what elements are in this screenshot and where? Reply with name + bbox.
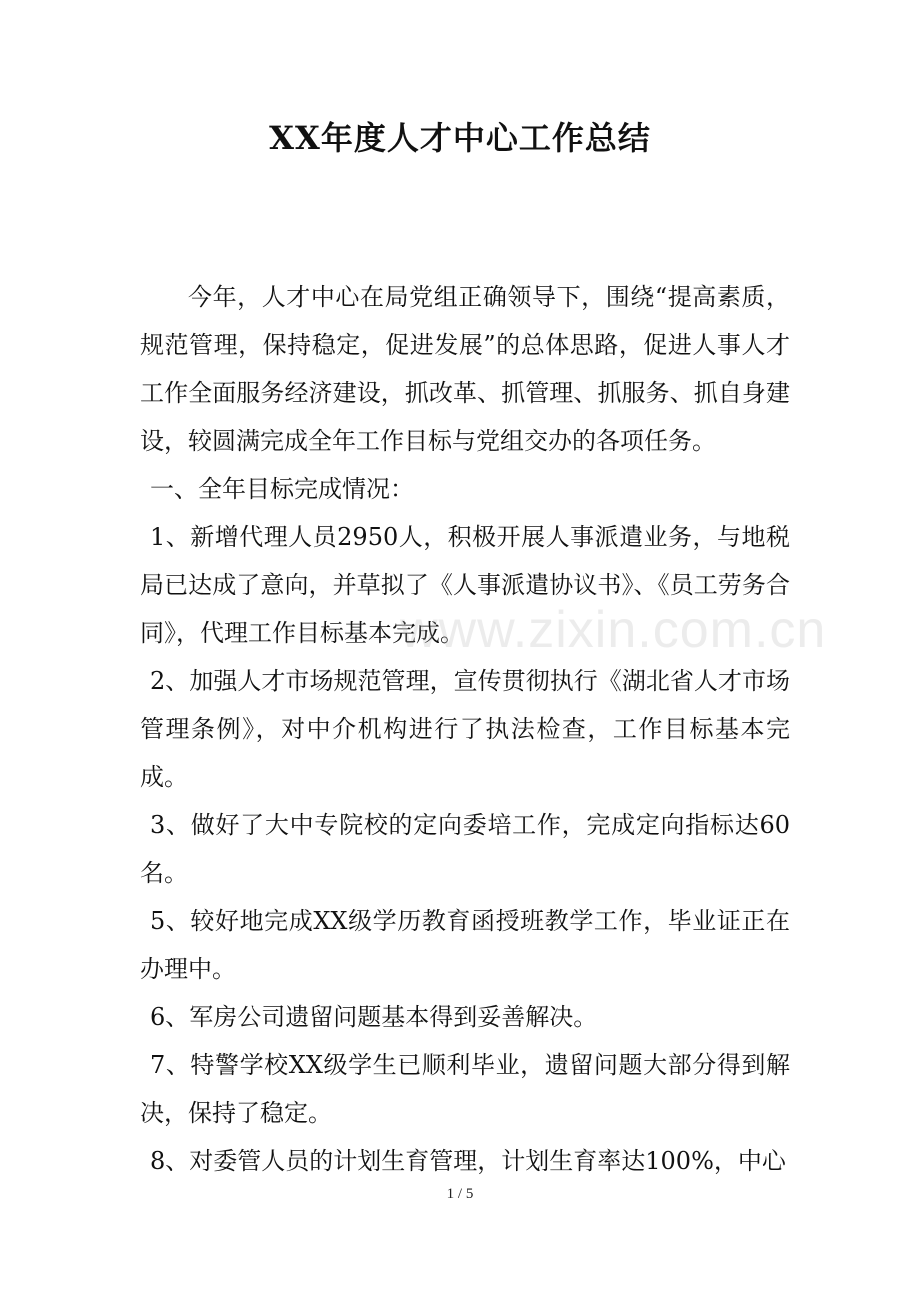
section-heading: 一、全年目标完成情况： bbox=[150, 475, 414, 503]
list-item: 3、做好了大中专院校的定向委培工作，完成定向指标达60名。 bbox=[140, 811, 790, 887]
list-item: 6、军房公司遗留问题基本得到妥善解决。 bbox=[150, 1003, 598, 1031]
intro-paragraph: 今年，人才中心在局党组正确领导下，围绕“提高素质，规范管理，保持稳定，促进发展”的总体思路，促进人事人才工作全面服务经济建设，抓改革、抓管理、抓服务、抓自身建设，较圆满完成全年工作目标与党组交办的各项任务。 bbox=[140, 283, 790, 455]
list-item: 5、较好地完成XX级学历教育函授班教学工作，毕业证正在办理中。 bbox=[140, 907, 790, 983]
document-body bbox=[140, 273, 790, 1185]
watermark: www.zixin.com.cn bbox=[400, 601, 827, 659]
page-number: 1 / 5 bbox=[446, 1186, 474, 1202]
document-title: XX年度人才中心工作总结 bbox=[269, 119, 651, 157]
list-item: 7、特警学校XX级学生已顺利毕业，遗留问题大部分得到解决，保持了稳定。 bbox=[140, 1051, 790, 1127]
list-item: 2、加强人才市场规范管理，宣传贯彻执行《湖北省人才市场管理条例》，对中介机构进行了执法检查，工作目标基本完成。 bbox=[140, 667, 790, 791]
list-item: 8、对委管人员的计划生育管理，计划生育率达100%，中心 bbox=[150, 1147, 786, 1175]
list-item: 1、新增代理人员2950人，积极开展人事派遣业务，与地税局已达成了意向，并草拟了《人事派遣协议书》、《员工劳务合同》，代理工作目标基本完成。 bbox=[140, 523, 790, 647]
